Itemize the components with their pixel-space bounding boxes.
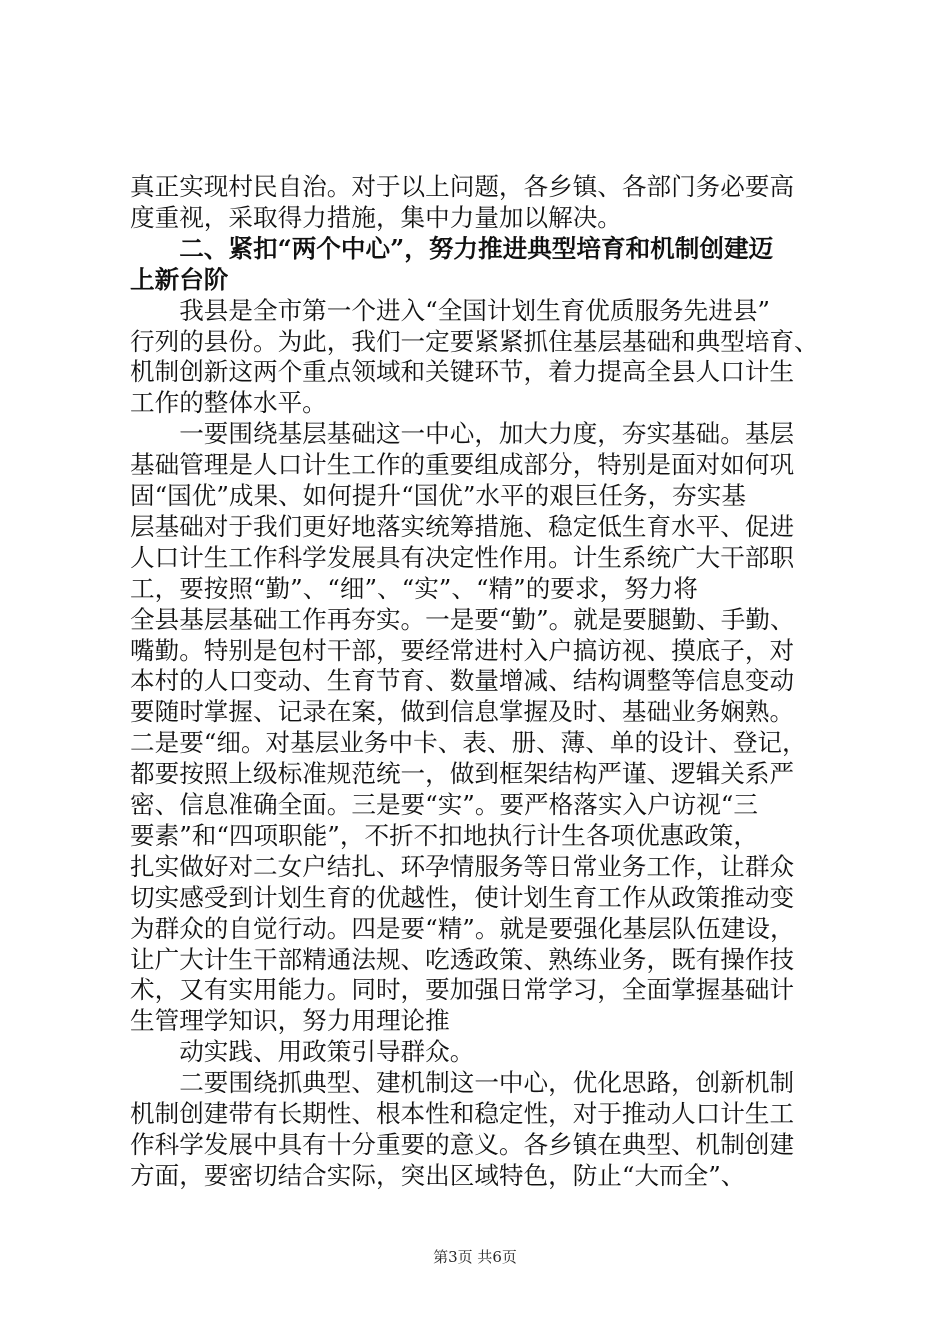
section-heading-line: 上新台阶 — [130, 264, 229, 294]
paragraph-line: 术，又有实用能力。同时，要加强日常学习，全面掌握基础计 — [130, 975, 795, 1005]
paragraph-line: 我县是全市第一个进入“全国计划生育优质服务先进县” — [179, 295, 770, 325]
paragraph-line: 让广大计生干部精通法规、吃透政策、熟练业务，既有操作技 — [130, 944, 795, 974]
paragraph-line: 基础管理是人口计生工作的重要组成部分，特别是面对如何巩 — [130, 450, 795, 480]
paragraph-line: 二要围绕抓典型、建机制这一中心，优化思路，创新机制 — [179, 1068, 795, 1098]
paragraph-line: 本村的人口变动、生育节育、数量增减、结构调整等信息变动 — [130, 666, 795, 696]
paragraph-line: 工作的整体水平。 — [130, 388, 327, 418]
paragraph-line: 行列的县份。为此，我们一定要紧紧抓住基层基础和典型培育、 — [130, 326, 819, 356]
paragraph-line: 方面，要密切结合实际，突出区域特色，防止“大而全”、 — [130, 1160, 746, 1190]
paragraph-line: 嘴勤。特别是包村干部，要经常进村入户搞访视、摸底子，对 — [130, 635, 795, 665]
paragraph-line: 真正实现村民自治。对于以上问题，各乡镇、各部门务必要高 — [130, 172, 795, 201]
section-heading-line: 二、紧扣“两个中心”，努力推进典型培育和机制创建迈 — [179, 233, 774, 263]
paragraph-line: 层基础对于我们更好地落实统筹措施、稳定低生育水平、促进 — [130, 511, 795, 541]
paragraph-line: 动实践、用政策引导群众。 — [179, 1037, 475, 1067]
paragraph-line: 要随时掌握、记录在案，做到信息掌握及时、基础业务娴熟。 — [130, 697, 795, 727]
paragraph-line: 机制创新这两个重点领域和关键环节，着力提高全县人口计生 — [130, 357, 795, 387]
paragraph-line: 切实感受到计划生育的优越性，使计划生育工作从政策推动变 — [130, 882, 795, 912]
paragraph-line: 为群众的自觉行动。四是要“精”。就是要强化基层队伍建设， — [130, 913, 795, 943]
paragraph-line: 人口计生工作科学发展具有决定性作用。计生系统广大干部职 — [130, 542, 795, 572]
paragraph-line: 一要围绕基层基础这一中心，加大力度，夯实基础。基层 — [179, 419, 795, 449]
paragraph-line: 都要按照上级标准规范统一，做到框架结构严谨、逻辑关系严 — [130, 759, 795, 789]
paragraph-line: 作科学发展中具有十分重要的意义。各乡镇在典型、机制创建 — [130, 1129, 795, 1159]
paragraph-line: 工，要按照“勤”、“细”、“实”、“精”的要求，努力将 — [130, 573, 698, 603]
paragraph-line: 生管理学知识，努力用理论推 — [130, 1006, 450, 1036]
paragraph-line: 密、信息准确全面。三是要“实”。要严格落实入户访视“三 — [130, 790, 758, 819]
paragraph-line: 要素”和“四项职能”，不折不扣地执行计生各项优惠政策， — [130, 820, 758, 850]
paragraph-line: 扎实做好对二女户结扎、环孕情服务等日常业务工作，让群众 — [130, 851, 795, 881]
paragraph-line: 全县基层基础工作再夯实。一是要“勤”。就是要腿勤、手勤、 — [130, 604, 795, 634]
paragraph-line: 度重视，采取得力措施，集中力量加以解决。 — [130, 202, 622, 232]
paragraph-line: 机制创建带有长期性、根本性和稳定性，对于推动人口计生工 — [130, 1099, 795, 1128]
paragraph-line: 固“国优”成果、如何提升“国优”水平的艰巨任务，夯实基 — [130, 481, 746, 510]
page-footer: 第3页 共6页 — [433, 1248, 517, 1266]
paragraph-line: 二是要“细。对基层业务中卡、表、册、薄、单的设计、登记， — [130, 728, 807, 758]
